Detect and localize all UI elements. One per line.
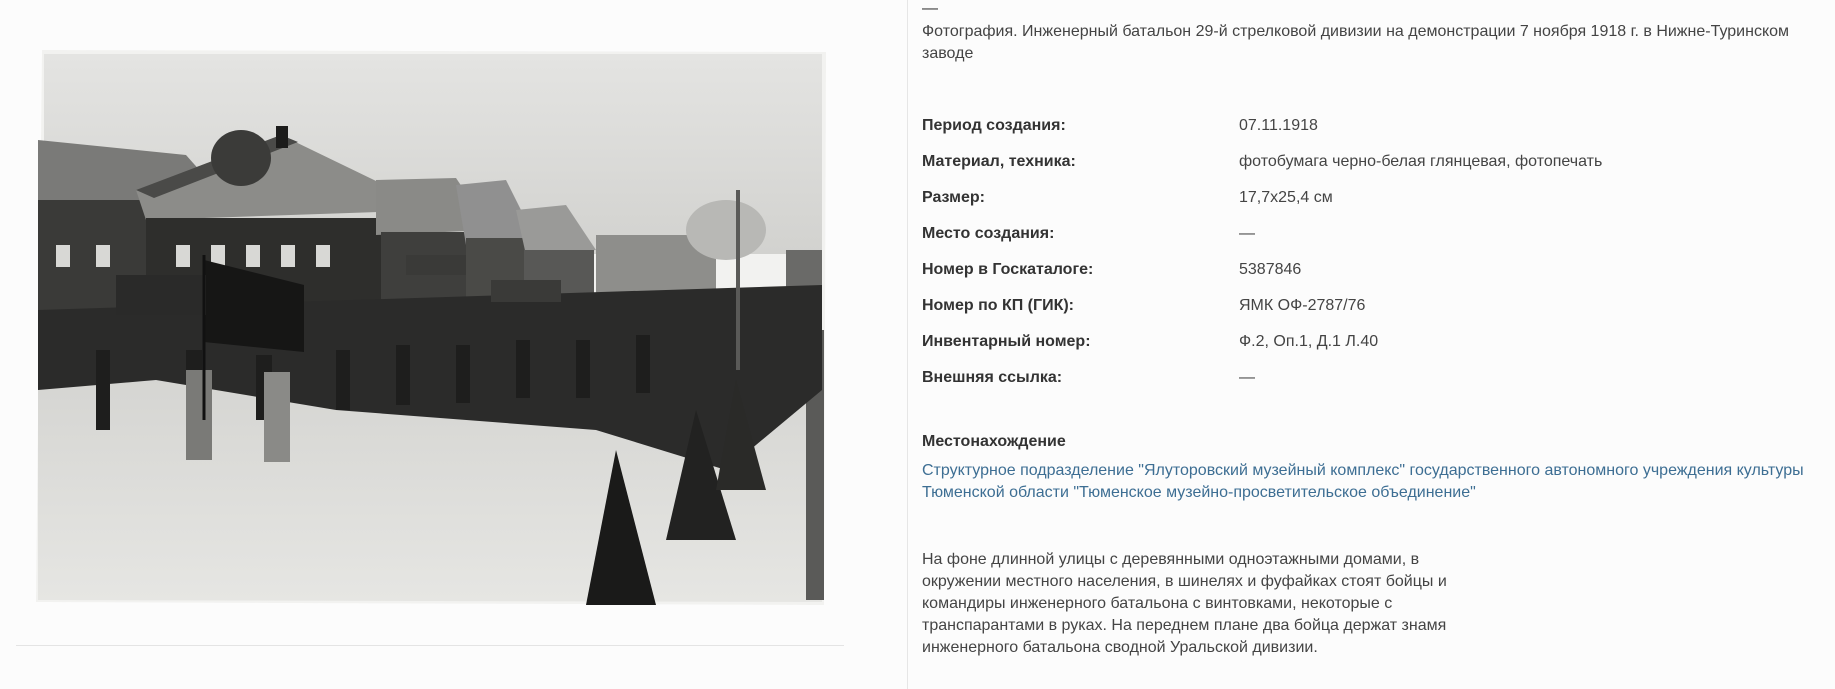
property-row (922, 252, 1822, 288)
property-row (922, 360, 1822, 396)
property-value: ЯМК ОФ-2787/76 (1239, 297, 1366, 314)
column-separator (907, 0, 908, 689)
property-row (922, 144, 1822, 180)
location-link[interactable]: Структурное подразделение "Ялуторовский музейный комплекс" государственного автономного учреждения культуры Тюменской области "Тюменское музейно-просветительское объединение" (922, 462, 1804, 501)
image-viewer (0, 0, 907, 689)
location-heading: Местонахождение (922, 433, 1066, 450)
artwork-photo[interactable] (36, 50, 826, 605)
property-label: Инвентарный номер: (922, 333, 1091, 350)
left-divider (16, 645, 844, 646)
property-value: 17,7х25,4 см (1239, 189, 1333, 206)
property-value: 5387846 (1239, 261, 1302, 278)
property-label: Номер в Госкаталоге: (922, 261, 1094, 278)
property-row (922, 180, 1822, 216)
photo-image (36, 50, 826, 605)
artwork-description: Фотография. Инженерный батальон 29-й стрелковой дивизии на демонстрации 7 ноября 1918 г. в Нижне-Туринском заводе (922, 23, 1790, 62)
property-label: Внешняя ссылка: (922, 369, 1063, 386)
property-label: Место создания: (922, 225, 1055, 242)
property-label: Материал, техника: (922, 153, 1076, 170)
property-value: Ф.2, Оп.1, Д.1 Л.40 (1239, 333, 1379, 350)
property-value: — (1239, 369, 1255, 386)
top-dash: — (922, 0, 938, 17)
property-row (922, 108, 1822, 144)
property-value: — (1239, 225, 1255, 242)
property-value: 07.11.1918 (1239, 117, 1318, 134)
property-value: фотобумага черно-белая глянцевая, фотопечать (1239, 153, 1603, 170)
artwork-annotation: На фоне длинной улицы с деревянными одноэтажными домами, в окружении местного населения, в шинелях и фуфайках стоят бойцы и командиры инженерного батальона с винтовками, некоторые с транспарантами в руках. На переднем плане два бойца держат знамя инженерного батальона сводной Уральской дивизии. (922, 551, 1447, 656)
properties-list (922, 108, 1822, 396)
property-label: Период создания: (922, 117, 1066, 134)
property-label: Размер: (922, 189, 985, 206)
property-row (922, 324, 1822, 360)
property-row (922, 288, 1822, 324)
property-label: Номер по КП (ГИК): (922, 297, 1074, 314)
property-row (922, 216, 1822, 252)
